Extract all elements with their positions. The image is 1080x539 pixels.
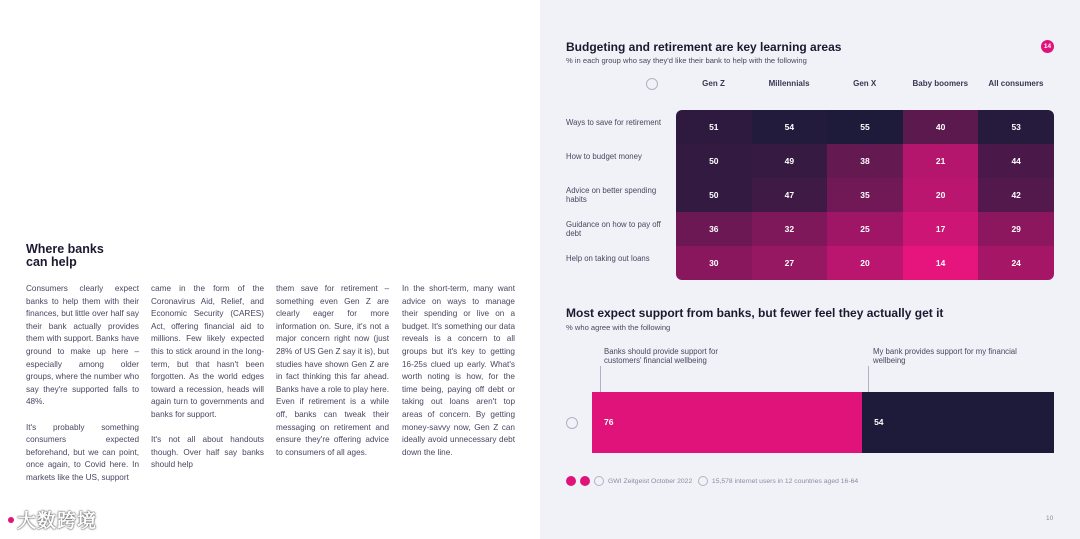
heatmap-cell: 44: [978, 144, 1054, 178]
heatmap-cell: 32: [752, 212, 828, 246]
heatmap-cell: 30: [676, 246, 752, 280]
page-badge: 14: [1041, 40, 1054, 53]
heatmap-row-label: Ways to save for retirement: [566, 118, 662, 127]
heatmap-column-header: Baby boomers: [912, 79, 969, 88]
bar-segment: 54: [862, 392, 1054, 453]
bar-chart-subtitle: % who agree with the following: [566, 323, 671, 332]
article-column-2: came in the form of the Coronavirus Aid, Relief, and Economic Security (CARES) Act, offering financial aid to millions. Few likely expected this to stick around in the long-term, but that hasn't been forgotten. As the world edges toward a recession, heads will again turn to governments and banks for support. It's not all about handouts though. Over half say banks should help: [151, 284, 264, 470]
heatmap-column-header: Millennials: [768, 79, 810, 88]
page-number: 10: [1046, 515, 1054, 522]
heatmap-row-label: Help on taking out loans: [566, 254, 650, 263]
heatmap-cell: 53: [978, 110, 1054, 144]
base-icon: [698, 476, 708, 486]
heatmap-row-label: Guidance on how to pay off debt: [566, 220, 661, 238]
watermark: [8, 506, 97, 533]
bar-label-actual: My bank provides support for my financial wellbeing: [873, 347, 1017, 365]
section-heading: Where banks can help: [26, 242, 104, 269]
heatmap-cell: 17: [903, 212, 979, 246]
article-column-1: Consumers clearly expect banks to help them with their finances, but little over half say their bank actually provides them with support. Banks have ground to make up here – especially among older groups, where the number who say they're supported falls to 48%. It's probably something consumers expected beforehand, but we can point, once again, to Covid here. In markets like the US, support: [26, 284, 139, 482]
heatmap-row-label: How to budget money: [566, 152, 642, 161]
info-icon[interactable]: [566, 417, 578, 429]
heatmap-cell: 49: [752, 144, 828, 178]
question-icon[interactable]: [646, 78, 658, 90]
heatmap-cell: 14: [903, 246, 979, 280]
heatmap-cell: 35: [827, 178, 903, 212]
heatmap-cell: 36: [676, 212, 752, 246]
heatmap-column-header: Gen X: [853, 79, 877, 88]
bar-chart-title: Most expect support from banks, but fewer feel they actually get it: [566, 306, 944, 320]
bar-tick-actual: [868, 366, 869, 392]
watermark-dot-icon: [8, 517, 14, 523]
heatmap-title: Budgeting and retirement are key learning areas: [566, 40, 842, 54]
bar-tick-expect: [600, 366, 601, 392]
article-column-4: In the short-term, many want advice on ways to manage their spending or live on a budget. It's something our data reveals is a concern to all groups but it's key to getting 16-25s clued up early. What's worth noting is how, for the time being, paying off debt or taking out loans aren't top areas of concern. By getting money-savvy now, Gen Z can ideally avoid unnecessary debt down the line.: [402, 284, 515, 457]
bar-label-expect: Banks should provide support for customers' financial wellbeing: [604, 347, 718, 365]
heatmap-column-header: All consumers: [988, 79, 1044, 88]
source-icon: [594, 476, 604, 486]
heatmap-cell: 24: [978, 246, 1054, 280]
heatmap-cell: 29: [978, 212, 1054, 246]
heatmap-cell: 54: [752, 110, 828, 144]
heatmap-cell: 50: [676, 144, 752, 178]
heatmap-cell: 20: [827, 246, 903, 280]
heatmap-cell: 40: [903, 110, 979, 144]
chart-icon[interactable]: [580, 476, 590, 486]
heatmap-cell: 25: [827, 212, 903, 246]
heatmap-grid: [676, 110, 1054, 280]
heatmap-subtitle: % in each group who say they'd like their bank to help with the following: [566, 56, 807, 65]
watermark-text: 大数跨境: [17, 511, 98, 532]
heatmap-cell: 38: [827, 144, 903, 178]
heatmap-cell: 51: [676, 110, 752, 144]
heatmap-cell: 55: [827, 110, 903, 144]
bar-segment: 76: [592, 392, 862, 453]
source-footer: [566, 476, 858, 486]
article-column-3: them save for retirement – something even Gen Z are clearly eager for more information on. Sure, it's not a major concern right now (just 28% of US Gen Z say it is), but studies have shown Gen Z are in fact thinking this far ahead. Banks have a role to play here. Even if retirement is a while off, banks can tweak their messaging on retirement and ensure they're offering advice to consumers of all ages.: [276, 284, 389, 457]
source-text: GWI Zeitgeist October 2022: [608, 477, 693, 485]
heatmap-cell: 42: [978, 178, 1054, 212]
heatmap-row-label: Advice on better spending habits: [566, 186, 657, 204]
base-text: 15,578 internet users in 12 countries aged 16-64: [711, 477, 859, 485]
heatmap-cell: 47: [752, 178, 828, 212]
heatmap-cell: 21: [903, 144, 979, 178]
heatmap-cell: 27: [752, 246, 828, 280]
heatmap-cell: 50: [676, 178, 752, 212]
filter-icon[interactable]: [566, 476, 576, 486]
stacked-bar: [592, 392, 1054, 453]
heatmap-column-header: Gen Z: [702, 79, 725, 88]
heatmap-cell: 20: [903, 178, 979, 212]
